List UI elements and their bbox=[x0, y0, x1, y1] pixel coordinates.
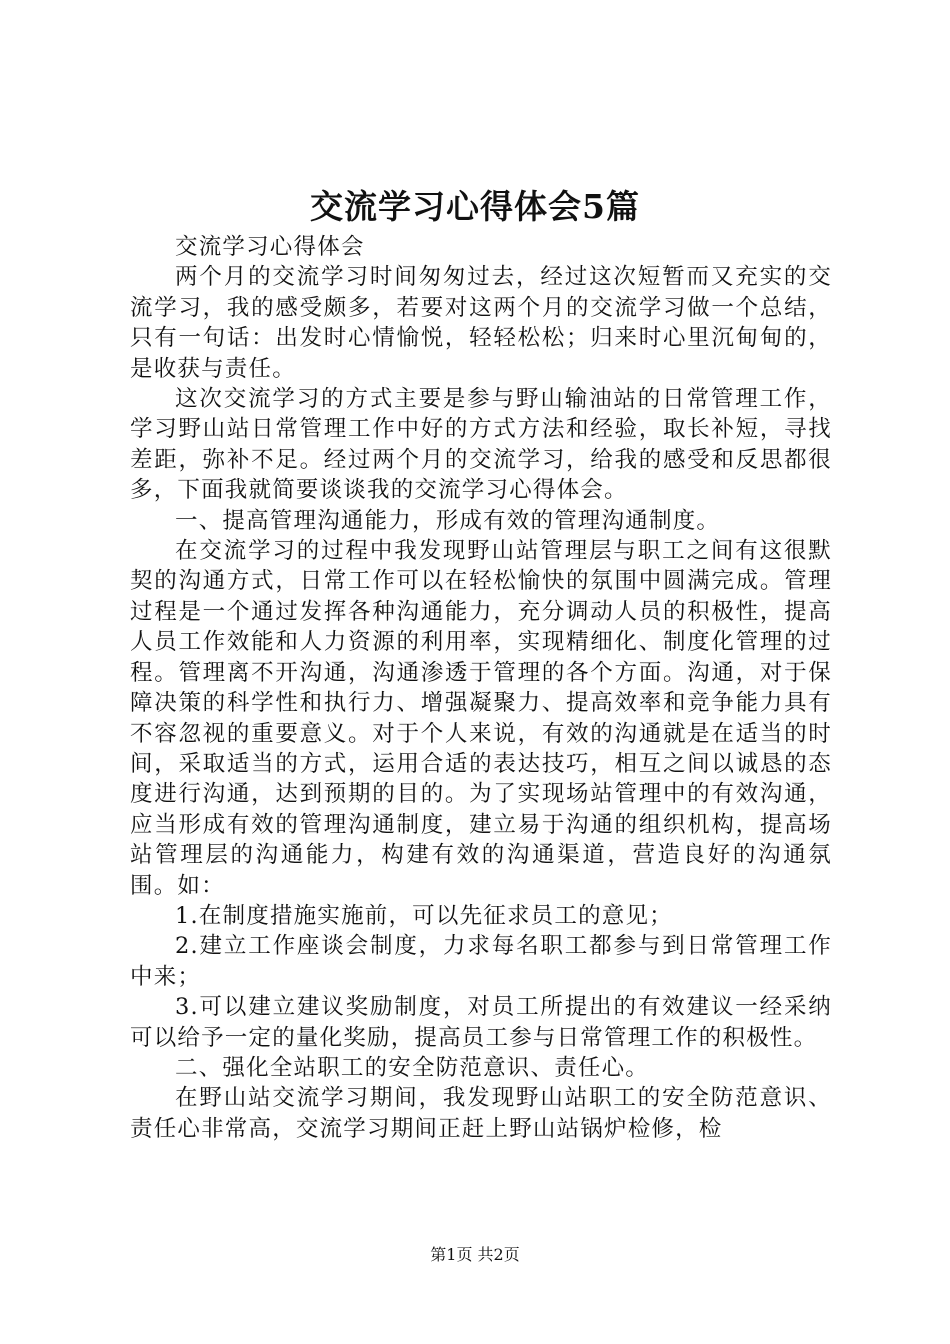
section-heading-2: 二、强化全站职工的安全防范意识、责任心。 bbox=[175, 1054, 650, 1081]
document-body bbox=[130, 232, 832, 1144]
page-footer: 第1页 共2页 bbox=[430, 1245, 520, 1264]
document-title: 交流学习心得体会5篇 bbox=[310, 187, 640, 226]
paragraph-method: 这次交流学习的方式主要是参与野山输油站的日常管理工作，学习野山站日常管理工作中好的方式方法和经验，取长补短，寻找差距，弥补不足。经过两个月的交流学习，给我的感受和反思都很多，下面我就简要谈谈我的交流学习心得体会。 bbox=[130, 386, 832, 504]
list-item-1: 1.在制度措施实施前，可以先征求员工的意见； bbox=[175, 902, 673, 929]
paragraph-intro: 两个月的交流学习时间匆匆过去，经过这次短暂而又充实的交流学习，我的感受颇多，若要对这两个月的交流学习做一个总结，只有一句话：出发时心情愉悦，轻轻松松；归来时心里沉甸甸的，是收获与责任。 bbox=[130, 264, 832, 382]
section-heading-1: 一、提高管理沟通能力，形成有效的管理沟通制度。 bbox=[175, 507, 721, 534]
list-item-2: 2.建立工作座谈会制度，力求每名职工都参与到日常管理工作中来； bbox=[130, 933, 832, 990]
paragraph-subtitle: 交流学习心得体会 bbox=[175, 234, 365, 260]
paragraph-safety: 在野山站交流学习期间，我发现野山站职工的安全防范意识、责任心非常高，交流学习期间正赶上野山站锅炉检修，检 bbox=[130, 1085, 832, 1142]
paragraph-communication: 在交流学习的过程中我发现野山站管理层与职工之间有这很默契的沟通方式，日常工作可以在轻松愉快的氛围中圆满完成。管理过程是一个通过发挥各种沟通能力，充分调动人员的积极性，提高人员工作效能和人力资源的利用率，实现精细化、制度化管理的过程。管理离不开沟通，沟通渗透于管理的各个方面。沟通，对于保障决策的科学性和执行力、增强凝聚力、提高效率和竞争能力具有不容忽视的重要意义。对于个人来说，有效的沟通就是在适当的时间，采取适当的方式，运用合适的表达技巧，相互之间以诚恳的态度进行沟通，达到预期的目的。为了实现场站管理中的有效沟通，应当形成有效的管理沟通制度，建立易于沟通的组织机构，提高场站管理层的沟通能力，构建有效的沟通渠道，营造良好的沟通氛围。如： bbox=[130, 538, 832, 899]
list-item-3: 3.可以建立建议奖励制度，对员工所提出的有效建议一经采纳可以给予一定的量化奖励，提高员工参与日常管理工作的积极性。 bbox=[130, 994, 832, 1051]
